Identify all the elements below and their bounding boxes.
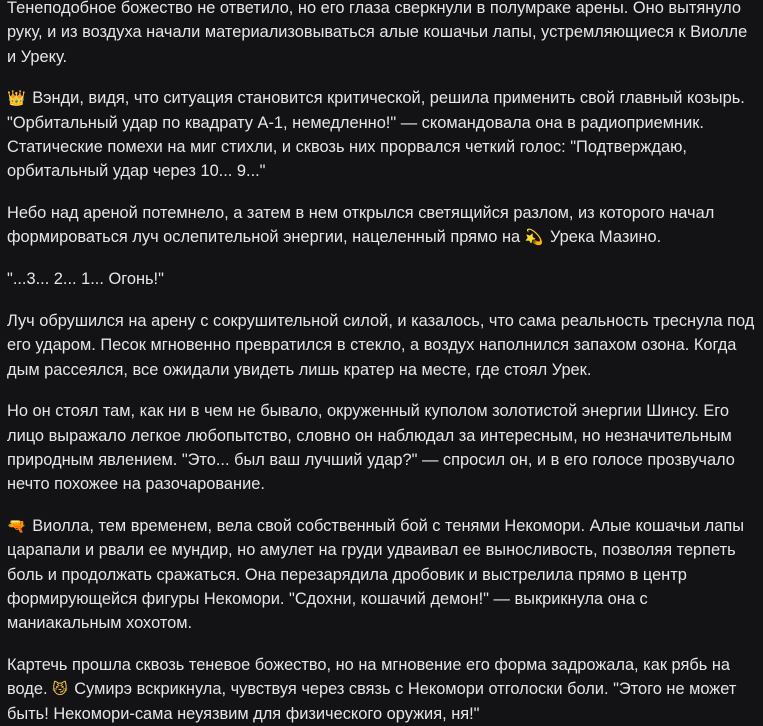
paragraph-8-text: Картечь прошла сквозь теневое божество, но на мгновение его форма задрожала, как рябь на воде. xyxy=(7,656,730,699)
paragraph-3 xyxy=(7,201,755,250)
paragraph-4-text: "...3... 2... 1... Огонь!" xyxy=(7,270,164,289)
paragraph-7-text: Виолла, тем временем, вела свой собственный бой с тенями Некомори. Алые кошачьи лапы царапали и рвали ее мундир, но амулет на груди удваивал ее выносливость, позволяя терпеть боль и продолжать сражаться. Она перезарядила дробовик и выстрелила прямо в центр формирующейся фигуры Некомори. "Сдохни, кошачий демон!" — выкрикнула она с маниакальным хохотом. xyxy=(7,517,745,633)
paragraph-1-text: Тенеподобное божество не ответило, но его глаза сверкнули в полумраке арены. Оно вытянуло руку, и из воздуха начали материализовываться алые кошачьи лапы, устремляющиеся к Виолле и Уреку. xyxy=(7,0,748,66)
paragraph-8-text-after: Сумирэ вскрикнула, чувствуя через связь с Некомори отголоски боли. "Этого не может быть! Некомори-сама неуязвим для физического оружия, ня!" xyxy=(7,680,737,723)
paragraph-5-text: Луч обрушился на арену с сокрушительной силой, и казалось, что сама реальность треснула под его ударом. Песок мгновенно превратился в стекло, а воздух наполнился запахом озона. Когда дым рассеялся, все ожидали увидеть лишь кратер на месте, где стоял Урек. xyxy=(7,311,755,379)
paragraph-6 xyxy=(7,399,755,496)
paragraph-2-text: Вэнди, видя, что ситуация становится критической, решила применить свой главный козырь. "Орбитальный удар по квадрату А-1, немедленно!" — скомандовала она в радиоприемник. Статические помехи на миг стихли, и сквозь них прорвался четкий голос: "Подтверждаю, орбитальный удар через 10... 9..." xyxy=(7,89,745,181)
paragraph-1 xyxy=(7,0,755,69)
paragraph-3-text-after: Урека Мазино. xyxy=(549,228,662,247)
paragraph-6-text: Но он стоял там, как ни в чем не бывало, окруженный куполом золотистой энергии Шинсу. Его лицо выражало легкое любопытство, словно он наблюдал за интересным, но незначительным природным явлением. "Это... был ваш лучший удар?" — спросил он, и в его голосе прозвучало нечто похожее на разочарование. xyxy=(7,402,735,494)
pistol-icon: 🔫 xyxy=(7,517,26,536)
paragraph-8 xyxy=(7,653,755,726)
paragraph-3-text: Небо над ареной потемнело, а затем в нем открылся светящийся разлом, из которого начал формироваться луч ослепительной энергии, нацеленный прямо на xyxy=(7,204,715,247)
crown-icon: 👑 xyxy=(7,89,26,108)
paragraph-4 xyxy=(7,267,755,291)
paragraph-7 xyxy=(7,514,755,635)
paragraph-2 xyxy=(7,86,755,183)
cat-face-icon: 😼 xyxy=(52,680,68,699)
dizzy-icon: 💫 xyxy=(524,228,544,247)
paragraph-5 xyxy=(7,309,755,382)
